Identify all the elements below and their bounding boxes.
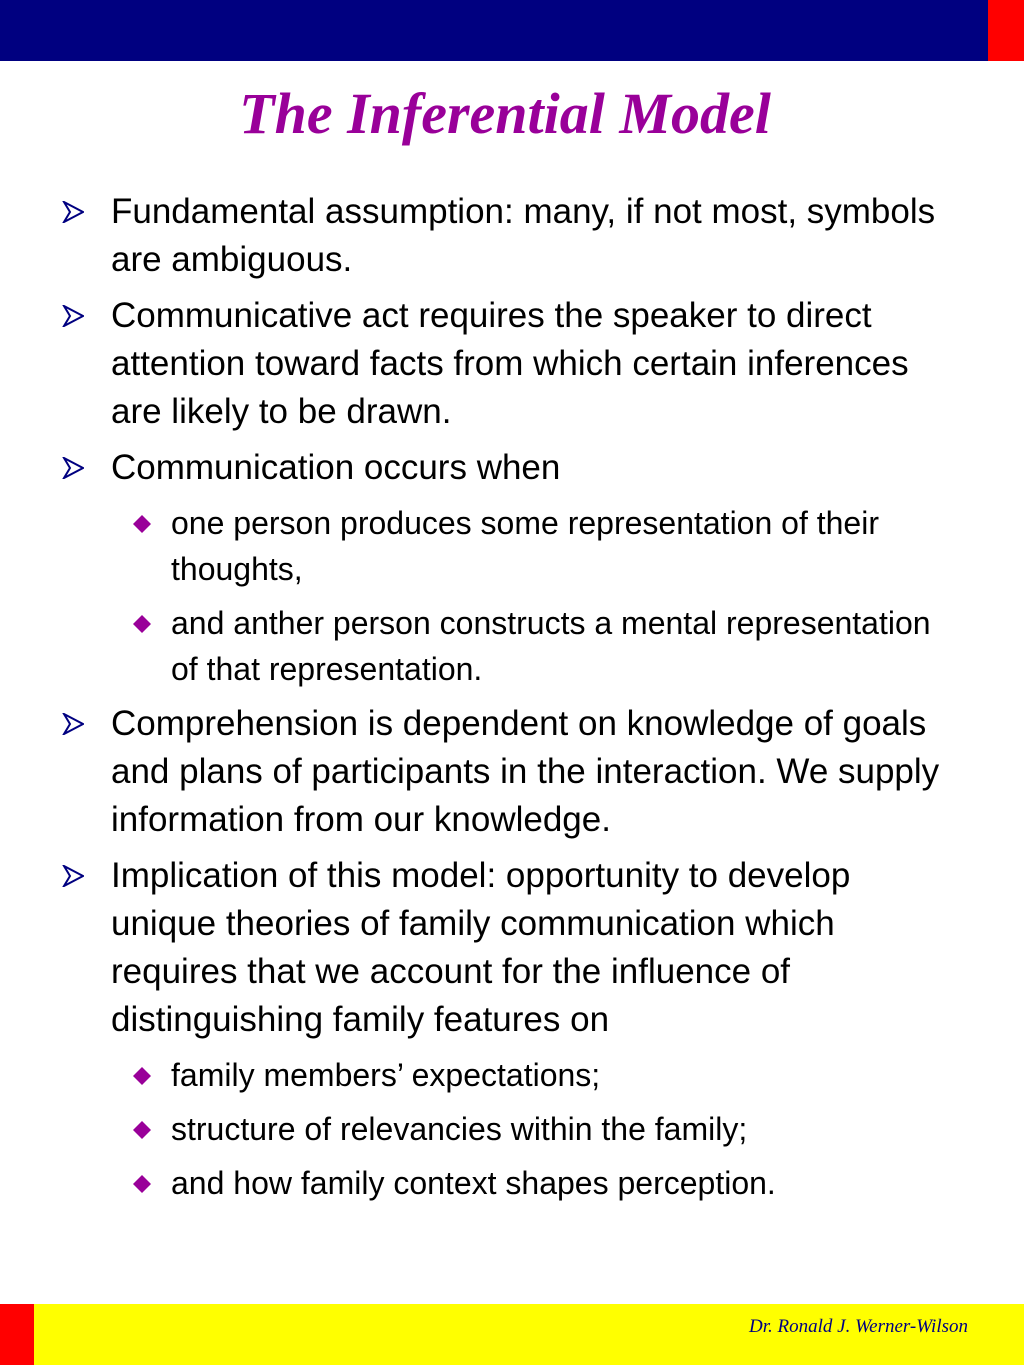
diamond-bullet-icon bbox=[133, 515, 151, 533]
top-banner-bar bbox=[0, 0, 988, 61]
arrowhead-bullet-icon bbox=[62, 457, 84, 479]
bullet-item bbox=[0, 444, 1024, 492]
bullet-item bbox=[0, 852, 1024, 1044]
sub-bullet-item bbox=[0, 600, 1024, 692]
sub-bullet-text: one person produces some representation of their thoughts, bbox=[171, 505, 879, 587]
bullet-text: Implication of this model: opportunity to develop unique theories of family communication which requires that we account for the influence of distinguishing family features on bbox=[111, 856, 851, 1039]
footer-author: Dr. Ronald J. Werner-Wilson bbox=[749, 1316, 968, 1337]
bullet-text: Communicative act requires the speaker to direct attention toward facts from which certain inferences are likely to be drawn. bbox=[111, 296, 909, 431]
sub-bullet-text: and anther person constructs a mental representation of that representation. bbox=[171, 605, 931, 687]
bullet-text: Communication occurs when bbox=[111, 448, 561, 487]
bullet-item bbox=[0, 188, 1024, 284]
diamond-bullet-icon bbox=[133, 615, 151, 633]
sub-bullet-item bbox=[0, 500, 1024, 592]
slide-title: The Inferential Model bbox=[239, 81, 771, 146]
bullet-item bbox=[0, 700, 1024, 844]
diamond-bullet-icon bbox=[133, 1175, 151, 1193]
top-accent-block bbox=[988, 0, 1024, 61]
bullet-text: Fundamental assumption: many, if not most, symbols are ambiguous. bbox=[111, 192, 936, 279]
sub-bullet-item bbox=[0, 1106, 1024, 1152]
arrowhead-bullet-icon bbox=[62, 201, 84, 223]
sub-bullet-item bbox=[0, 1160, 1024, 1206]
sub-bullet-text: and how family context shapes perception. bbox=[171, 1165, 776, 1201]
bullet-text: Comprehension is dependent on knowledge of goals and plans of participants in the interaction. We supply information from our knowledge. bbox=[111, 704, 940, 839]
arrowhead-bullet-icon bbox=[62, 865, 84, 887]
arrowhead-bullet-icon bbox=[62, 713, 84, 735]
sub-bullet-item bbox=[0, 1052, 1024, 1098]
sub-bullet-text: family members’ expectations; bbox=[171, 1057, 601, 1093]
sub-bullet-text: structure of relevancies within the family; bbox=[171, 1111, 748, 1147]
bullet-item bbox=[0, 292, 1024, 436]
bottom-accent-block bbox=[0, 1304, 34, 1365]
diamond-bullet-icon bbox=[133, 1067, 151, 1085]
diamond-bullet-icon bbox=[133, 1121, 151, 1139]
arrowhead-bullet-icon bbox=[62, 305, 84, 327]
bullet-list bbox=[0, 188, 1024, 1214]
